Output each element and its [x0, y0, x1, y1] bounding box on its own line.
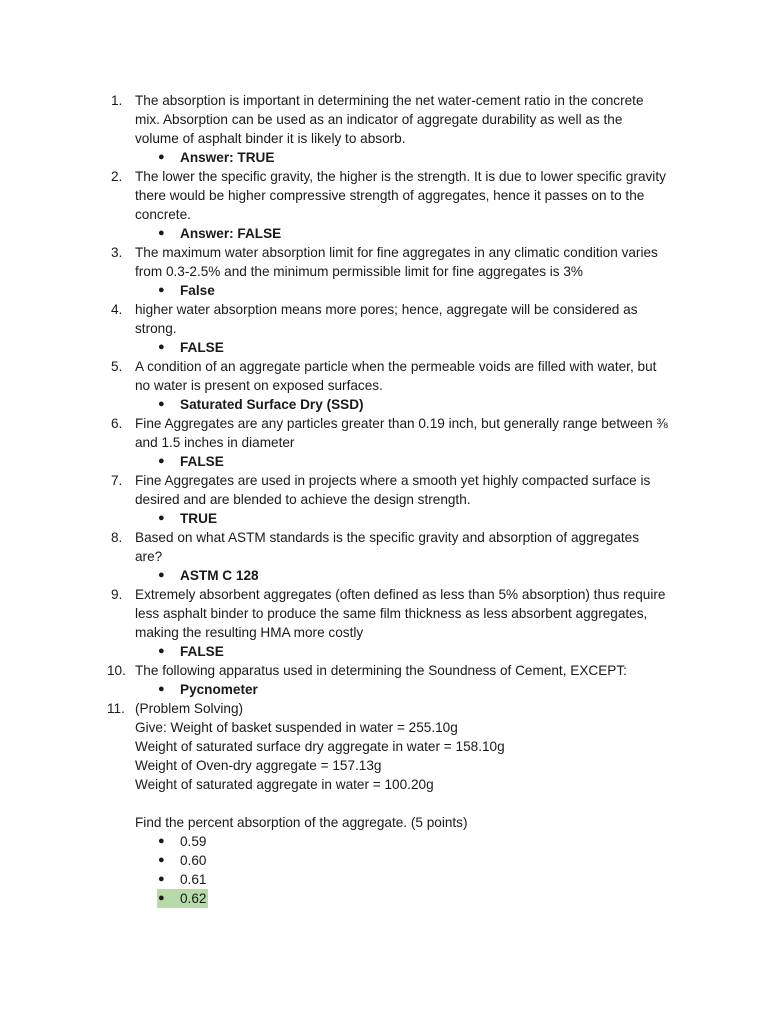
option-bullet [0, 851, 768, 870]
bullet-dot-icon: ● [158, 151, 165, 163]
question-text: Extremely absorbent aggregates (often defined as less than 5% absorption) thus require [135, 587, 666, 602]
answer-bullet [0, 224, 768, 243]
question-4 [0, 300, 768, 338]
question-text: Fine Aggregates are any particles greater than 0.19 inch, but generally range between ⅜ [135, 416, 668, 431]
answer-text: False [180, 283, 215, 298]
question-2 [0, 167, 768, 224]
question-7 [0, 471, 768, 509]
question-text: and 1.5 inches in diameter [135, 435, 295, 450]
question-number: 1. [111, 93, 123, 108]
problem-text: Weight of saturated aggregate in water = 100.20g [135, 777, 434, 792]
option-text: 0.61 [180, 872, 207, 887]
answer-bullet [0, 452, 768, 471]
question-number: 5. [111, 359, 123, 374]
bullet-dot-icon: ● [158, 835, 165, 847]
question-text: making the resulting HMA more costly [135, 625, 364, 640]
question-8 [0, 528, 768, 566]
bullet-dot-icon: ● [158, 512, 165, 524]
question-text: there would be higher compressive strength of aggregates, hence it passes on to the [135, 188, 645, 203]
answer-bullet [0, 148, 768, 167]
question-1 [0, 91, 768, 148]
question-text: higher water absorption means more pores; hence, aggregate will be considered as [135, 302, 638, 317]
answer-bullet [0, 642, 768, 661]
answer-text: FALSE [180, 454, 224, 469]
answer-text: TRUE [180, 511, 218, 526]
question-text: volume of asphalt binder it is likely to absorb. [135, 131, 406, 146]
answer-text: FALSE [180, 644, 224, 659]
question-number: 7. [111, 473, 123, 488]
answer-bullet [0, 509, 768, 528]
problem-text: Weight of saturated surface dry aggregate in water = 158.10g [135, 739, 505, 754]
bullet-dot-icon: ● [158, 645, 165, 657]
question-text: mix. Absorption can be used as an indicator of aggregate durability as well as the [135, 112, 623, 127]
answer-text: Saturated Surface Dry (SSD) [180, 397, 364, 412]
question-number: 3. [111, 245, 123, 260]
option-text: 0.60 [180, 853, 207, 868]
answer-text: Answer: TRUE [180, 150, 275, 165]
question-number: 11. [107, 701, 125, 716]
answer-text: ASTM C 128 [180, 568, 259, 583]
question-text: no water is present on exposed surfaces. [135, 378, 383, 393]
question-text: strong. [135, 321, 177, 336]
problem-text: (Problem Solving) [135, 701, 244, 716]
answer-bullet [0, 680, 768, 699]
question-text: The following apparatus used in determining the Soundness of Cement, EXCEPT: [135, 663, 627, 678]
bullet-dot-icon: ● [158, 892, 165, 904]
answer-text: Answer: FALSE [180, 226, 282, 241]
bullet-dot-icon: ● [158, 569, 165, 581]
bullet-dot-icon: ● [158, 873, 165, 885]
bullet-dot-icon: ● [158, 455, 165, 467]
question-6 [0, 414, 768, 452]
answer-text: Pycnometer [180, 682, 258, 697]
question-text: The lower the specific gravity, the higher is the strength. It is due to lower specific gravity [135, 169, 666, 184]
option-bullet [0, 870, 768, 889]
answer-bullet [0, 566, 768, 585]
problem-prompt: Find the percent absorption of the aggregate. (5 points) [135, 815, 468, 830]
document-page [0, 91, 768, 908]
option-bullet [0, 832, 768, 851]
blank-line [135, 794, 668, 813]
question-number: 9. [111, 587, 123, 602]
question-3 [0, 243, 768, 281]
answer-bullet [0, 338, 768, 357]
option-bullet-highlighted [0, 889, 768, 908]
question-text: A condition of an aggregate particle when the permeable voids are filled with water, but [135, 359, 657, 374]
answer-bullet [0, 395, 768, 414]
bullet-dot-icon: ● [158, 284, 165, 296]
bullet-dot-icon: ● [158, 227, 165, 239]
bullet-dot-icon: ● [158, 854, 165, 866]
question-number: 6. [111, 416, 123, 431]
question-number: 10. [107, 663, 126, 678]
question-text: concrete. [135, 207, 191, 222]
bullet-dot-icon: ● [158, 683, 165, 695]
question-number: 2. [111, 169, 123, 184]
answer-bullet [0, 281, 768, 300]
problem-text: Give: Weight of basket suspended in water = 255.10g [135, 720, 458, 735]
question-text: The maximum water absorption limit for fine aggregates in any climatic condition varies [135, 245, 658, 260]
question-text: desired and are blended to achieve the design strength. [135, 492, 471, 507]
question-text: less asphalt binder to produce the same film thickness as less absorbent aggregates, [135, 606, 648, 621]
question-5 [0, 357, 768, 395]
question-text: The absorption is important in determining the net water-cement ratio in the concrete [135, 93, 644, 108]
bullet-dot-icon: ● [158, 341, 165, 353]
option-text: 0.59 [180, 834, 207, 849]
question-text: Based on what ASTM standards is the specific gravity and absorption of aggregates [135, 530, 640, 545]
question-text: are? [135, 549, 163, 564]
question-10 [0, 661, 768, 680]
question-text: Fine Aggregates are used in projects where a smooth yet highly compacted surface is [135, 473, 651, 488]
option-text-correct: 0.62 [180, 891, 207, 906]
question-11 [0, 699, 768, 832]
question-number: 4. [111, 302, 123, 317]
question-text: from 0.3-2.5% and the minimum permissible limit for fine aggregates is 3% [135, 264, 584, 279]
bullet-dot-icon: ● [158, 398, 165, 410]
answer-text: FALSE [180, 340, 224, 355]
question-9 [0, 585, 768, 642]
problem-text: Weight of Oven-dry aggregate = 157.13g [135, 758, 382, 773]
question-number: 8. [111, 530, 123, 545]
